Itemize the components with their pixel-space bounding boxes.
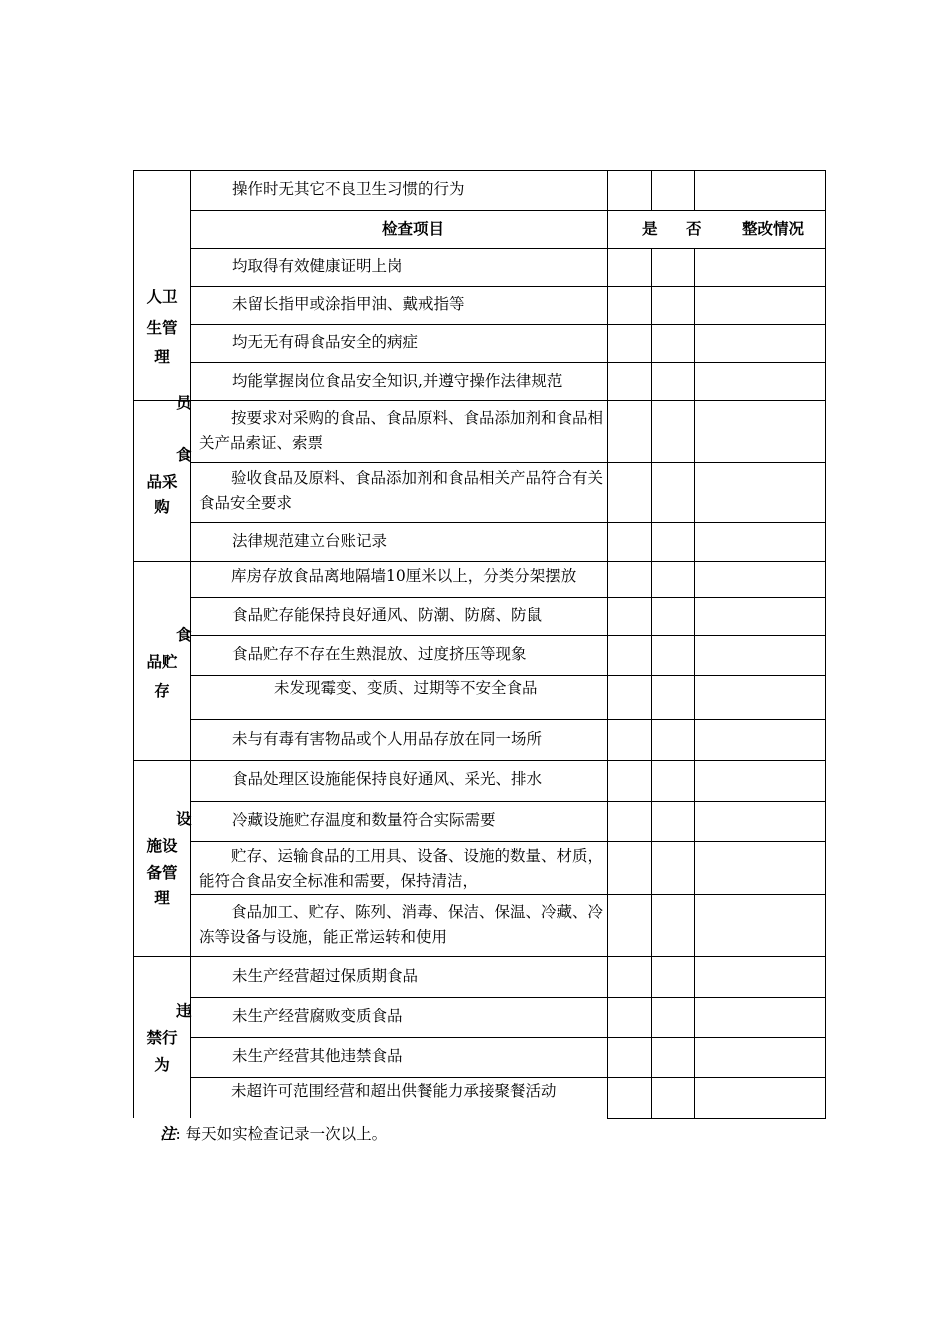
row-separator	[190, 362, 826, 363]
category-facilities	[134, 806, 190, 912]
row-separator	[190, 1037, 826, 1038]
check-item: 未发现霉变、变质、过期等不安全食品	[274, 679, 538, 697]
section-separator	[133, 561, 826, 562]
table-border-right	[825, 170, 826, 1118]
check-item: 均无无有碍食品安全的病症	[232, 333, 419, 351]
row-separator	[190, 841, 826, 842]
check-item: 均能掌握岗位食品安全知识,并遵守操作法律规范	[232, 372, 563, 390]
category-line: 品采	[146, 473, 178, 491]
category-line: 备管	[146, 864, 178, 882]
header-no: 否	[686, 220, 702, 238]
check-item: 食品贮存不存在生熟混放、过度挤压等现象	[232, 645, 527, 663]
category-line: 人卫	[146, 288, 178, 306]
row-separator	[190, 997, 826, 998]
category-storage	[134, 622, 190, 705]
yes-divider	[651, 248, 652, 1118]
check-item: 未生产经营超过保质期食品	[232, 967, 419, 985]
footnote-label: 注	[160, 1125, 176, 1143]
check-item: 食品处理区设施能保持良好通风、采光、排水	[232, 770, 543, 788]
check-item: 未超许可范围经营和超出供餐能力承接聚餐活动	[231, 1082, 557, 1100]
check-item: 库房存放食品离地隔墙10厘米以上，分类分架摆放	[231, 567, 577, 585]
row-separator	[190, 286, 826, 287]
check-item: 贮存、运输食品的工用具、设备、设施的数量、材质，能符合食品安全标准和需要，保持清洁，	[199, 847, 603, 890]
row-separator	[190, 719, 826, 720]
check-item: 食品贮存能保持良好通风、防潮、防腐、防鼠	[232, 606, 543, 624]
header-item: 检查项目	[382, 220, 445, 238]
category-purchasing	[134, 442, 190, 521]
header-yes: 是	[642, 220, 658, 238]
row-separator	[190, 324, 826, 325]
category-line: 为	[154, 1056, 170, 1074]
category-line: 员	[176, 394, 192, 412]
row-separator	[190, 522, 826, 523]
check-item: 均取得有效健康证明上岗	[232, 257, 403, 275]
footnote	[160, 1122, 387, 1146]
yes-divider	[651, 170, 652, 210]
check-item: 未留长指甲或涂指甲油、戴戒指等	[232, 295, 465, 313]
check-item: 未与有毒有害物品或个人用品存放在同一场所	[232, 730, 543, 748]
category-line: 理	[154, 889, 170, 907]
category-prohibited	[134, 998, 190, 1079]
category-line: 食	[176, 626, 192, 644]
section-separator	[133, 400, 826, 401]
category-line: 禁行	[146, 1029, 178, 1047]
category-line: 理	[154, 348, 170, 366]
category-line: 购	[154, 498, 170, 516]
no-divider	[694, 248, 695, 1118]
footnote-text: : 每天如实检查记录一次以上。	[175, 1125, 388, 1143]
category-line: 品贮	[146, 653, 178, 671]
table-border-bottom	[607, 1118, 826, 1119]
check-item: 未生产经营腐败变质食品	[232, 1007, 403, 1025]
row-separator	[190, 462, 826, 463]
row-separator	[190, 894, 826, 895]
category-line: 设	[176, 810, 192, 828]
category-personnel	[134, 284, 190, 417]
category-line: 存	[154, 682, 170, 700]
check-item: 未生产经营其他违禁食品	[232, 1047, 403, 1065]
row-separator	[190, 1077, 826, 1078]
check-item: 按要求对采购的食品、食品原料、食品添加剂和食品相关产品索证、索票	[199, 409, 603, 452]
category-line: 违	[176, 1002, 192, 1020]
section-separator	[133, 760, 826, 761]
row-separator	[190, 210, 826, 211]
check-item: 法律规范建立台账记录	[232, 532, 388, 550]
item-divider	[607, 170, 608, 1118]
row-separator	[190, 635, 826, 636]
check-item: 验收食品及原料、食品添加剂和食品相关产品符合有关食品安全要求	[199, 469, 603, 512]
category-line: 生管	[146, 319, 178, 337]
table-border-top	[133, 170, 826, 171]
check-item: 冷藏设施贮存温度和数量符合实际需要	[232, 811, 496, 829]
check-item: 操作时无其它不良卫生习惯的行为	[232, 180, 465, 198]
section-separator	[133, 956, 826, 957]
row-separator	[190, 248, 826, 249]
category-line: 食	[176, 446, 192, 464]
category-line: 施设	[146, 837, 178, 855]
row-separator	[190, 801, 826, 802]
no-divider	[694, 170, 695, 210]
row-separator	[190, 597, 826, 598]
check-item: 食品加工、贮存、陈列、消毒、保洁、保温、冷藏、冷冻等设备与设施，能正常运转和使用	[199, 903, 603, 946]
header-fix: 整改情况	[742, 220, 805, 238]
